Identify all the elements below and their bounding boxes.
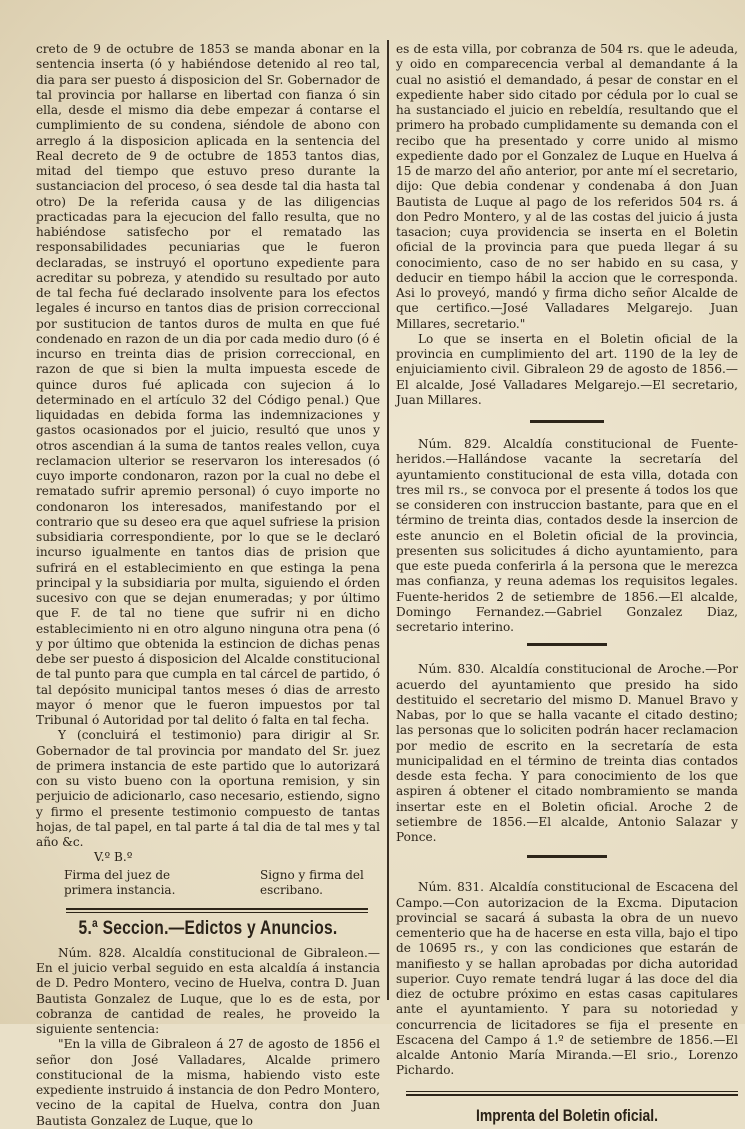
signature-block bbox=[36, 868, 380, 898]
notice-separator-1 bbox=[530, 420, 604, 423]
sentence-text: "En la villa de Gibraleon á 27 de agosto de 1856 el señor don José Valladares, Alcalde primero constitucional de la misma, habiendo visto este expediente instruido á instancia de don Pedro Montero, vecino de la capital de Huelva, contra don Juan Bautista Gonzalez de Luque, que lo bbox=[36, 1037, 380, 1128]
notice-828: Núm. 828. Alcaldía constitucional de Gibraleon.—En el juicio verbal seguido en esta alcaldía á instancia de D. Pedro Montero, vecino de Huelva, contra D. Juan Bautista Gonzalez de Luque, que lo es de esta, por cobranza de cantidad de reales, he proveido la siguiente sentencia: bbox=[36, 945, 380, 1036]
insertion-note: Lo que se inserta en el Boletin oficial de la provincia en cumplimiento del art. 1190 de la ley de enjuiciamiento civil. Gibraleon 29 de agosto de 1856.—El alcalde, José Valladares Melgarejo.—El secretario, Juan Millares. bbox=[396, 331, 738, 407]
sentence-continuation: es de esta villa, por cobranza de 504 rs. que le adeuda, y oido en comparecencia verbal al demandante á la cual no asistió el demandado, á pesar de constar en el expediente haber sido citado por cédula por lo cual se ha sustanciado el juicio en rebeldía, resultando que el primero ha probado cumplidamente su demanda con el recibo que ha presentado y corre unido al mismo expediente dado por el Gonzalez de Luque en Huelva á 15 de marzo del año anterior, por ante mí el secretario, dijo: Que debia condenar y condenaba á don Juan Bautista de Luque al pago de los referidos 504 rs. á don Pedro Montero, y al de las costas del juicio á justa tasacion; cuya providencia se inserta en el Boletin oficial de la provincia para que pueda llegar á su conocimiento, caso de no ser habido en su casa, y deducir en tiempo hábil la accion que le corresponda. Asi lo proveyó, mandó y firma dicho señor Alcalde de que certifico.—José Valladares Melgarejo. Juan Millares, secretario." bbox=[396, 42, 738, 331]
section-title: 5.ª Seccion.—Edictos y Anuncios. bbox=[78, 917, 338, 939]
notary-signature-label: Signo y firma del escribano. bbox=[260, 867, 364, 897]
decree-text: creto de 9 de octubre de 1853 se manda abonar en la sentencia inserta (ó y habiéndose detenido al reo tal, dia para ser puesto á disposicion del Sr. Gobernador de tal provincia por hallarse en libertad con fianza ó sin ella, desde el mismo dia debe empezar á contarse el cumplimiento de su condena, siéndole de abono con arreglo á la disposicion aplicada en la sentencia del Real decreto de 9 de octubre de 1853 tantos dias, mitad del tiempo que estuvo preso durante la sustanciacion del proceso, ó sea desde tal dia hasta tal otro) De la referida causa y de las diligencias practicadas para la ejecucion del fallo resulta, que no habiéndose satisfecho por el rematado las responsabilidades pecuniarias que le fueron declaradas, se instruyó el oportuno expediente para acreditar su pobreza, y atendido su resultado por auto de tal fecha fué declarado insolvente para los efectos legales é incurso en tantos dias de prision correccional por sustitucion de tantos duros de multa en que fué condenado en razon de un dia por cada medio duro (ó é incurso en treinta dias de prision correccional, en razon de que si bien la multa impuesta escede de quince duros fué aplicada con sujecion á lo determinado en el artículo 32 del Código penal.) Que liquidadas en debida forma las indemnizaciones y gastos ocasionados por el juicio, resultó que unos y otros ascendian á la suma de tantos reales vellon, cuya reclamacion ulterior se reservaron los interesados (ó cuyo importe condonaron, razon por la cual no debe el rematado sufrir apremio personal) ó cuyo importe no condonaron los interesados, manifestando por el contrario que su deseo era que aquel sufriese la prision subsidiaria correspondiente, por lo que se le declaró incurso igualmente en tantos dias de prision que sufrirá en el establecimiento en que estinga la pena principal y la subsidiaria por multa, siguiendo el órden sucesivo con que se dejan enumeradas; y por último que F. de tal no tiene que sufrir ni en dicho establecimiento ni en otro alguno ninguna otra pena (ó y por último que obtenida la estincion de dichas penas debe ser puesto á disposicion del Alcalde constitucional de tal punto para que cumpla en tal cárcel de partido, ó tal depósito municipal tantos meses ó dias de arresto mayor ó menor que le fueron impuestos por tal Tribunal ó Autoridad por tal delito ó falta en tal fecha. bbox=[36, 42, 380, 727]
notice-831: Núm. 831. Alcaldía constitucional de Escacena del Campo.—Con autorizacion de la Excma. Diputacion provincial se sacará á subasta la obra de un nuevo cementerio que ha de hacerse en esta villa, bajo el tipo de 10695 rs., y con las condiciones que estarán de manifiesto y se hallan aprobadas por dicha autoridad superior. Cuyo remate tendrá lugar á las doce del dia diez de octubre próximo en estas casas capitulares ante el ayuntamiento. Y para su notoriedad y concurrencia de licitadores se fija el presente en Escacena del Campo á 1.º de setiembre de 1856.—El alcalde Antonio María Miranda.—El srio., Lorenzo Pichardo. bbox=[396, 880, 738, 1078]
footer-rule-top bbox=[406, 1091, 738, 1092]
notice-829: Núm. 829. Alcaldía constitucional de Fuente-heridos.—Hallándose vacante la secretaría del ayuntamiento constitucional de esta villa, dotada con tres mil rs., se convoca por el presente á todos los que se consideren con instruccion bastante, para que en el término de treinta dias, contados desde la insercion de este anuncio en el Boletin oficial de la provincia, presenten sus solicitudes á dicho ayuntamiento, para que este pueda conferirla á la persona que le merezca mas confianza, y reuna ademas los requisitos legales. Fuente-heridos 2 de setiembre de 1856.—El alcalde, Domingo Fernandez.—Gabriel Gonzalez Diaz, secretario interino. bbox=[396, 437, 738, 634]
judge-signature-label: Firma del juez de primera instancia. bbox=[64, 867, 176, 897]
visto-bueno: V.º B.º bbox=[94, 850, 133, 865]
notice-separator-3 bbox=[527, 855, 607, 858]
notice-830: Núm. 830. Alcaldía constitucional de Aroche.—Por acuerdo del ayuntamiento que presido ha sido destituido el secretario del mismo D. Manuel Bravo y Nabas, por lo que se halla vacante el citado destino; las personas que lo soliciten podrán hacer reclamacion por medio de escrito en la secretaría de esta municipalidad en el término de treinta dias contados desde esta fecha. Y para conocimiento de los que aspiren á obtener el citado nombramiento se manda insertar este en el Boletin oficial. Aroche 2 de setiembre de 1856.—El alcalde, Antonio Salazar y Ponce. bbox=[396, 662, 738, 844]
left-column bbox=[36, 42, 380, 1129]
right-column bbox=[396, 42, 738, 1123]
testimony-closing: Y (concluirá el testimonio) para dirigir al Sr. Gobernador de tal provincia por mandato del Sr. juez de primera instancia de este partido que lo autorizará con su visto bueno con la oportuna remision, y sin perjuicio de adicionarlo, caso necesario, estiendo, signo y firmo el presente testimonio compuesto de tantas hojas, de tal papel, en tal parte á tal dia de tal mes y tal año &c. bbox=[36, 728, 380, 849]
printer-imprint: Imprenta del Boletin oficial. bbox=[475, 1105, 659, 1125]
column-divider bbox=[387, 40, 389, 1000]
section-rule-bottom bbox=[66, 912, 368, 913]
notice-separator-2 bbox=[527, 643, 607, 646]
section-rule-top bbox=[66, 908, 368, 910]
footer-rule-bottom bbox=[406, 1094, 738, 1096]
